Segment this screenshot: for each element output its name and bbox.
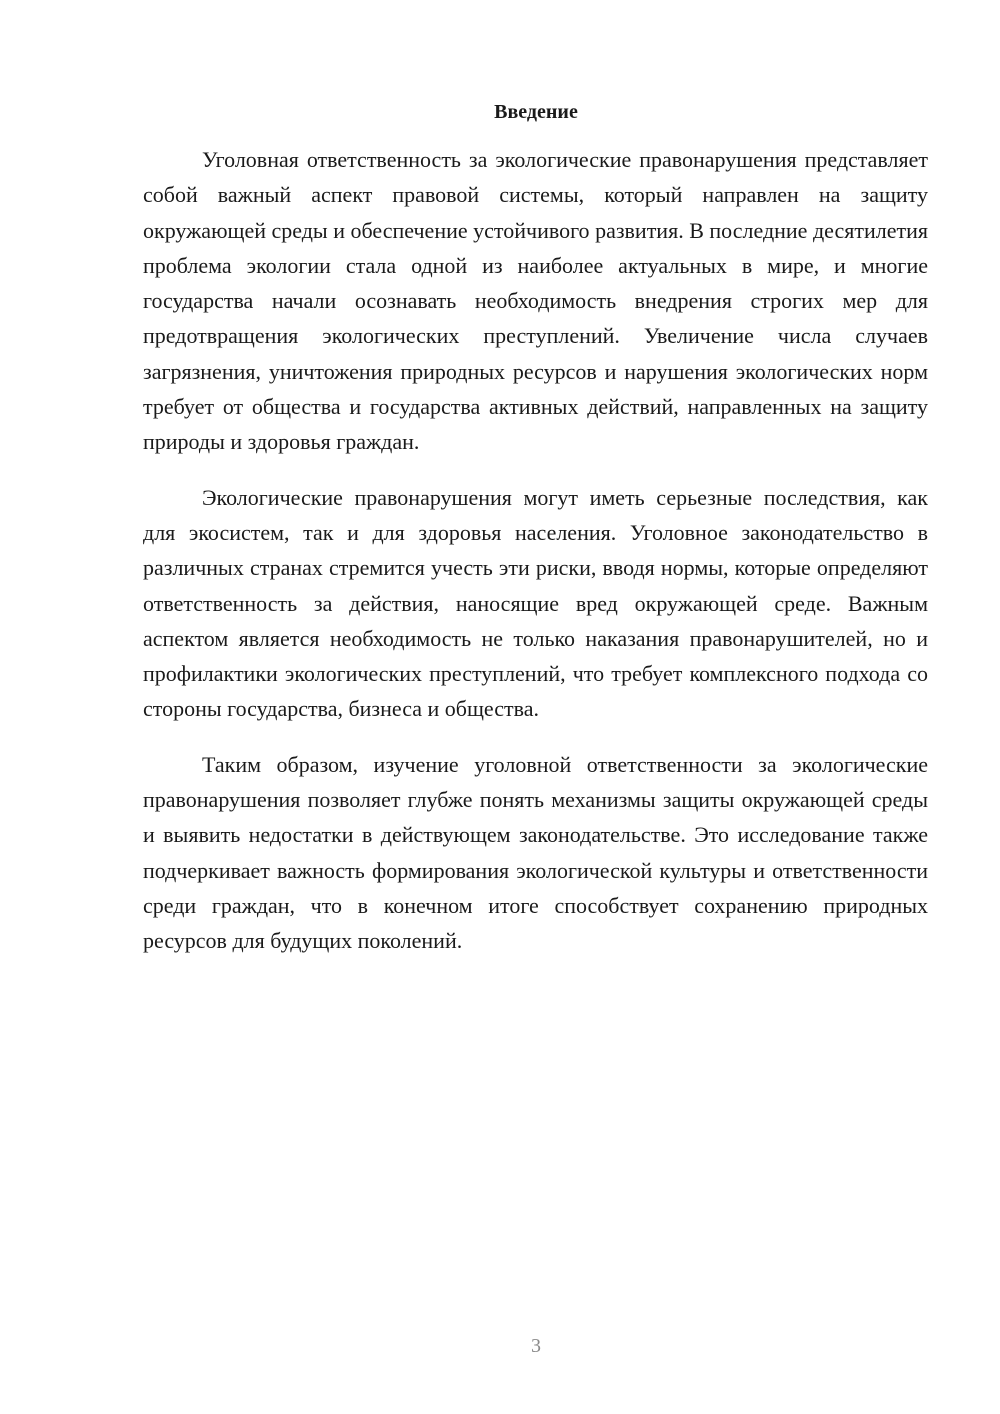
section-heading: Введение [494, 101, 578, 123]
paragraph-1: Уголовная ответственность за экологические правонарушения представляет собой важный аспект правовой системы, который направлен на защиту окружающей среды и обеспечение устойчивого развития. В последние десятилетия проблема экологии стала одной из наиболее актуальных в мире, и многие государства начали осознавать необходимость внедрения строгих мер для предотвращения экологических преступлений. Увеличение числа случаев загрязнения, уничтожения природных ресурсов и нарушения экологических норм требует от общества и государства активных действий, направленных на защиту природы и здоровья граждан. [143, 147, 928, 455]
paragraph-2: Экологические правонарушения могут иметь серьезные последствия, как для экосистем, так и для здоровья населения. Уголовное законодательство в различных странах стремится учесть эти риски, вводя нормы, которые определяют ответственность за действия, наносящие вред окружающей среде. Важным аспектом является необходимость не только наказания правонарушителей, но и профилактики экологических преступлений, что требует комплексного подхода со стороны государства, бизнеса и общества. [143, 484, 928, 722]
page-number: 3 [531, 1335, 541, 1357]
body-text [143, 142, 928, 959]
paragraph-3: Таким образом, изучение уголовной ответственности за экологические правонарушения позволяет глубже понять механизмы защиты окружающей среды и выявить недостатки в действующем законодательстве. Это исследование также подчеркивает важность формирования экологической культуры и ответственности среди граждан, что в конечном итоге способствует сохранению природных ресурсов для будущих поколений. [143, 751, 928, 954]
